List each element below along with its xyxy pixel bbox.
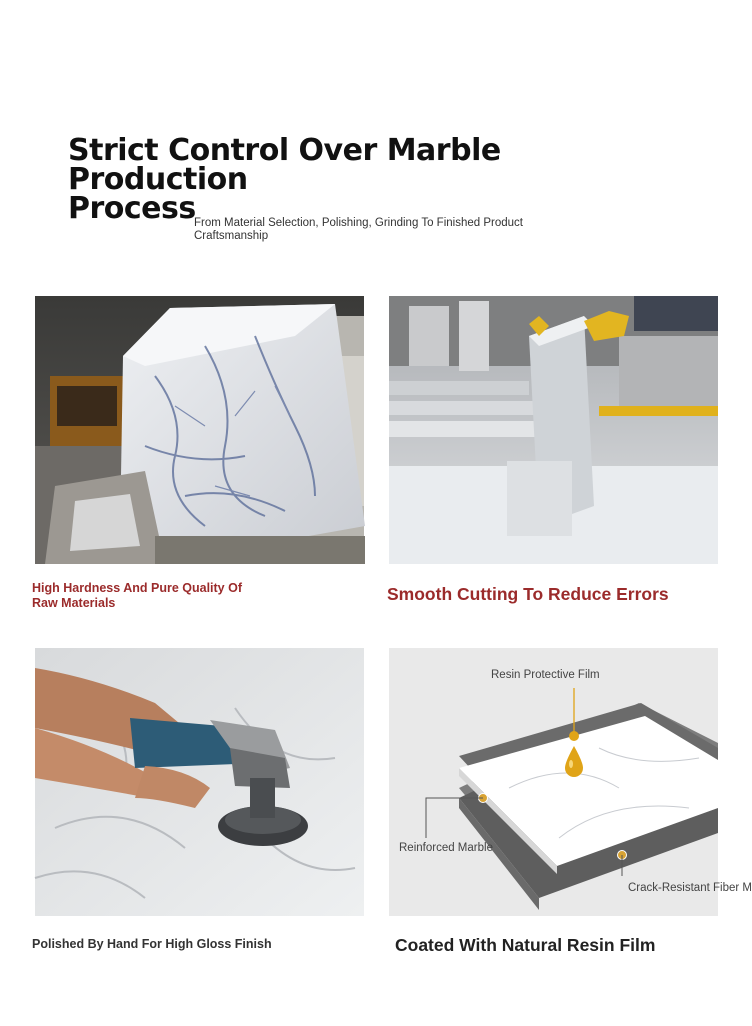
page-title-line-1: Strict Control Over Marble Production: [68, 133, 501, 197]
caption-smooth-cutting: Smooth Cutting To Reduce Errors: [387, 584, 669, 604]
caption-raw-materials-line-1: High Hardness And Pure Quality Of: [32, 581, 242, 595]
resin-film-label: Resin Protective Film: [491, 669, 600, 681]
resin-layer-diagram: [389, 648, 752, 916]
fiber-mesh-label: Crack-Resistant Fiber M: [628, 882, 752, 894]
hand-polishing-photo: [35, 648, 364, 916]
caption-resin-film: Coated With Natural Resin Film: [395, 935, 656, 955]
page-title: [68, 133, 688, 226]
caption-raw-materials: [32, 581, 242, 611]
marble-cutting-photo: [389, 296, 718, 564]
caption-hand-polishing: Polished By Hand For High Gloss Finish: [32, 937, 272, 951]
page-subtitle-line-2: Craftsmanship: [194, 230, 269, 242]
marble-block-quarry-photo: [35, 296, 364, 564]
page-title-line-2: Process: [68, 191, 196, 226]
page-subtitle: [194, 217, 564, 243]
caption-raw-materials-line-2: Raw Materials: [32, 596, 116, 610]
reinforced-marble-label: Reinforced Marble: [399, 842, 493, 854]
page-subtitle-line-1: From Material Selection, Polishing, Grinding To Finished Product: [194, 217, 523, 229]
